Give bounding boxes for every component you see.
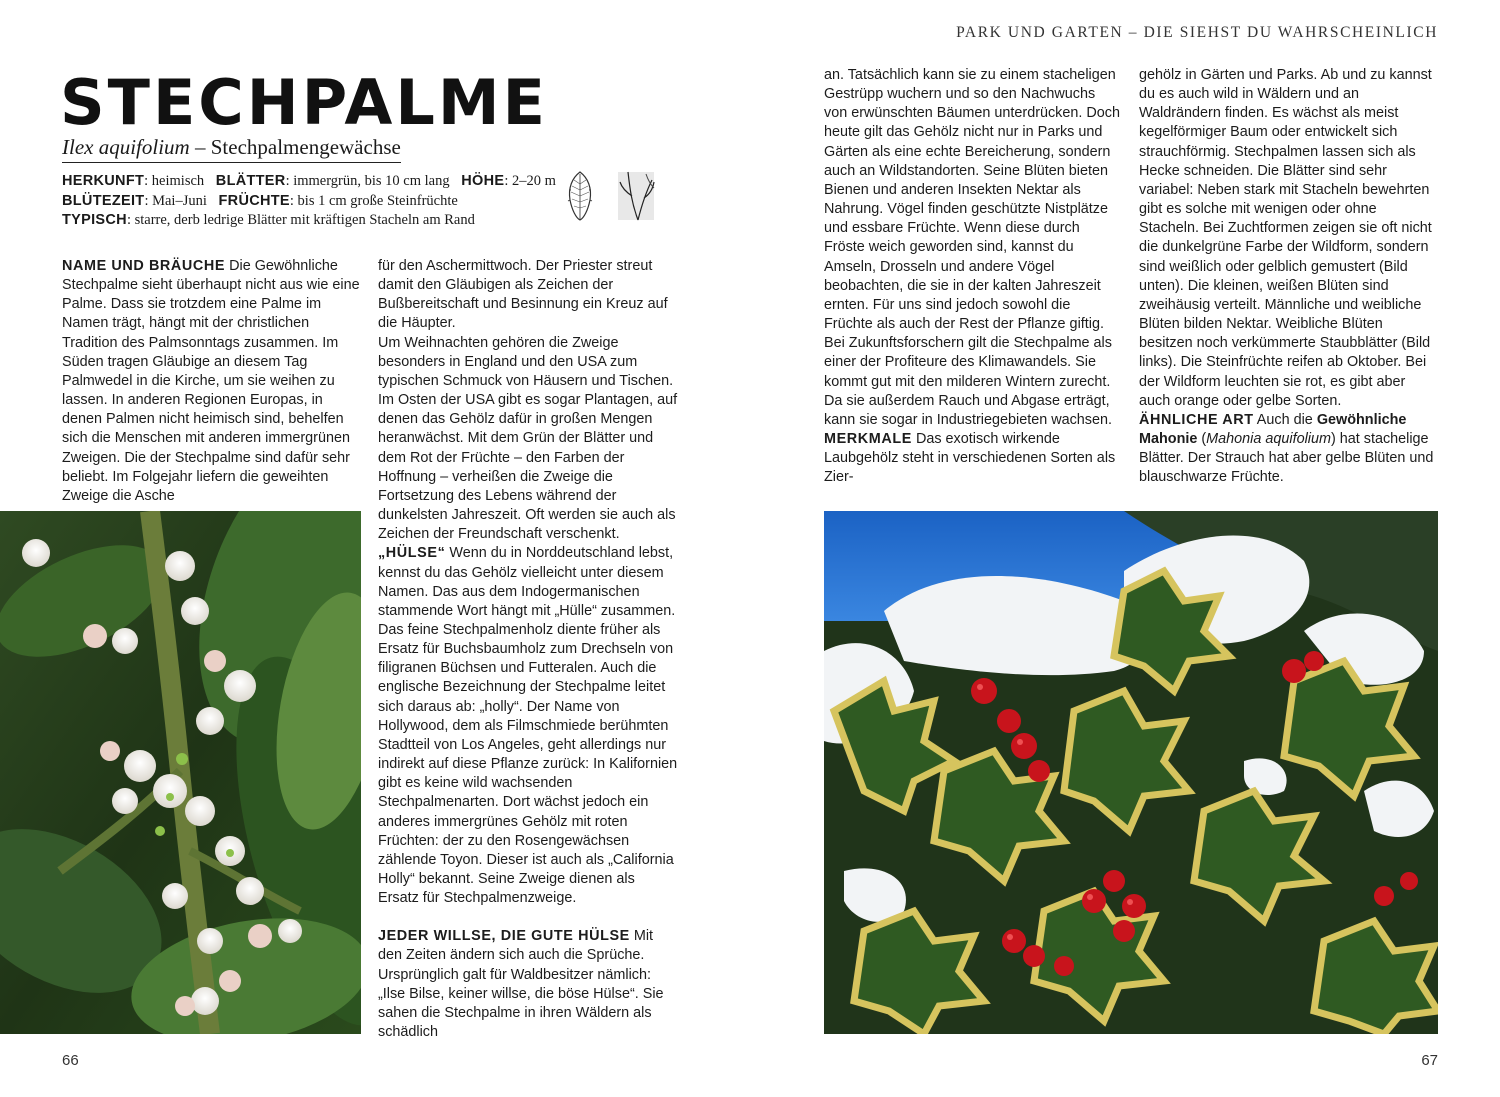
bluetezeit-label: BLÜTEZEIT	[62, 192, 145, 209]
page-title: STECHPALME	[60, 66, 548, 139]
paragraph-jeder-willse: JEDER WILLSE, DIE GUTE HÜLSE Mit den Zeiten ändern sich auch die Sprüche. Ursprünglich galt für Waldbesitzer nämlich: „Ilse Bilse, keiner willse, die böse Hülse“. Sie sahen die Stechpalme in ihren Wäldern als schädlich	[378, 928, 664, 1041]
page-number-left: 66	[62, 1052, 79, 1069]
paragraph-zierhoelz: gehölz in Gärten und Parks. Ab und zu kannst du es auch wild in Wäldern und an Waldrändern finden. Es wächst als meist kegelförmiger Baum oder entwickelt sich strauchförmig. Stechpalmen lassen sich als Hecke schneiden. Die Blätter sind sehr variabel: Neben stark mit Stacheln bewehrten gibt es solche mit wenigen oder ohne Stacheln. Bei Zuchtformen zeigen sie oft nicht die dunkelgrüne Farbe der Wildform, sondern sind weißlich oder gelblich gemustert (Bild unten). Die kleinen, weißen Blüten sind zweihäusig verteilt. Männliche und weibliche Blüten bilden Nektar. Weibliche Blüten besitzen noch verkümmerte Staubblätter (Bild links). Die Steinfrüchte reifen ab Oktober. Bei der Wildform leuchten sie rot, es gibt aber auch orange oder gelbe Sorten.	[1139, 67, 1432, 409]
text-column-3	[824, 66, 1122, 487]
fact-box	[62, 172, 562, 231]
section-lead: MERKMALE	[824, 430, 912, 447]
fruechte-value: : bis 1 cm große Steinfrüchte	[289, 192, 458, 209]
latin-name: Ilex aquifolium	[62, 135, 190, 159]
section-lead: NAME UND BRÄUCHE	[62, 258, 226, 274]
paragraph-huelse: „HÜLSE“ Wenn du in Norddeutschland lebst, kennst du das Gehölz vielleicht unter diesem Namen. Das aus dem Indogermanischen stammende Wort hängt mit „Hülle“ zusammen. Das feine Stechpalmenholz diente früher als Ersatz für Buchsbaumholz zum Drechseln von filigranen Büchsen und Futteralen. Auch die englische Bezeichnung der Stechpalme leitet sich daraus ab: „holly“. Der Name von Hollywood, dem als Filmschmiede berühmten Stadtteil von Los Angeles, geht allerdings nur indirekt auf diese Pflanze zurück: In Kalifornien gibt es keine wild wachsenden Stechpalmenarten. Dort wächst jedoch ein anderes immergrünes Gehölz mit roten Früchten: der zu den Rosengewächsen zählende Toyon. Dieser ist auch als „California Holly“ bekannt. Seine Zweige dienen als Ersatz für Stechpalmenzweige.	[378, 545, 678, 907]
fact-row-3	[62, 211, 562, 231]
mahonie-name: Gewöhnliche Mahonie	[1139, 411, 1407, 447]
text-column-1	[62, 257, 360, 506]
hoehe-value: : 2–20 m	[504, 173, 556, 189]
herkunft-label: HERKUNFT	[62, 173, 145, 189]
fact-row-2	[62, 192, 562, 212]
typisch-label: TYPISCH	[62, 212, 127, 228]
hoehe-label: HÖHE	[461, 173, 505, 189]
subtitle	[62, 134, 401, 163]
running-head: PARK UND GARTEN – DIE SIEHST DU WAHRSCHEINLICH	[956, 24, 1438, 41]
paragraph-aehnliche-art: ÄHNLICHE ART Auch die Gewöhnliche Mahonie (Mahonia aquifolium) hat stachelige Blätter. Der Strauch hat aber gelbe Blüten und blauschwarze Früchte.	[1139, 411, 1434, 486]
blaetter-value: : immergrün, bis 10 cm lang	[285, 173, 450, 189]
fruechte-label: FRÜCHTE	[218, 192, 290, 209]
text-column-2	[378, 257, 678, 1042]
family-name: – Stechpalmengewächse	[189, 135, 401, 159]
section-lead: ÄHNLICHE ART	[1139, 411, 1254, 428]
page-number-right: 67	[1421, 1052, 1438, 1069]
blaetter-label: BLÄTTER	[215, 173, 286, 189]
section-lead: JEDER WILLSE, DIE GUTE HÜLSE	[378, 928, 630, 945]
paragraph-asche: für den Aschermittwoch. Der Priester streut damit den Gläubigen als Zeichen der Bußbereitschaft und Besinnung ein Kreuz auf die Häupter.	[378, 258, 668, 332]
section-lead: „HÜLSE“	[378, 545, 446, 562]
paragraph-weihnachten: Um Weihnachten gehören die Zweige besonders in England und den USA zum typischen Schmuck von Häusern und Tischen. Im Osten der USA gibt es sogar Plantagen, auf denen das Gehölz dafür in großen Mengen heranwächst. Mit dem Grün der Blätter und dem Rot der Früchte – den Farben der Hoffnung – verheißen die Zweige die Fortsetzung des Lebens während der dunkelsten Jahreszeit. Oft werden sie auch als Zeichen der Freundschaft verschenkt.	[378, 334, 678, 543]
holly-berries-snow-photo	[824, 511, 1438, 1034]
fact-row-1	[62, 172, 562, 192]
typisch-value: : starre, derb ledrige Blätter mit kräftigen Stacheln am Rand	[126, 212, 475, 228]
paragraph-merkmale: MERKMALE Das exotisch wirkende Laubgehölz steht in verschiedenen Sorten als Zier-	[824, 430, 1116, 486]
paragraph-name-und-braeuche: NAME UND BRÄUCHE Die Gewöhnliche Stechpalme sieht überhaupt nicht aus wie eine Palme. Dass sie trotzdem eine Palme im Namen trägt, hängt mit der christlichen Tradition des Palmsonntags zusammen. Im Süden tragen Gläubige an diesem Tag Palmwedel in die Kirche, um sie weihen zu lassen. In anderen Regionen Europas, in denen Palmen nicht heimisch sind, behelfen sich die Menschen mit anderen immergrünen Zweigen. Die der Stechpalme sind dafür sehr beliebt. Im Folgejahr liefern die geweihten Zweige die Asche	[62, 258, 360, 504]
text-column-4	[1139, 66, 1437, 487]
herkunft-value: : heimisch	[144, 173, 205, 189]
holly-blossom-photo	[0, 511, 361, 1034]
bluetezeit-value: : Mai–Juni	[144, 192, 207, 209]
mahonie-latin: Mahonia aquifolium	[1206, 430, 1331, 447]
paragraph-gestruepp: an. Tatsächlich kann sie zu einem stacheligen Gestrüpp wuchern und so den Nachwuchs von erwünschten Bäumen unterdrücken. Doch heute gilt das Gehölz nicht nur in Parks und Gärten als eine echte Bereicherung, sondern auch an Wildstandorten. Seine Blüten bieten Bienen und anderen Insekten Nektar als Nahrung. Vögel finden geschützte Nistplätze und essbare Früchte. Wenn diese durch Fröste weich geworden sind, kannst du Amseln, Drosseln und andere Vögel beobachten, die sie in der kalten Jahreszeit ernten. Für uns sind jedoch sowohl die Früchte als auch der Rest der Pflanze giftig. Bei Zukunftsforschern gilt die Stechpalme als einer der Profiteure des Klimawandels. Sie kommt gut mit den milderen Wintern zurecht. Da sie außerdem Rauch und Abgase erträgt, kann sie sogar in Industriegebieten wachsen.	[824, 67, 1120, 428]
leaf-branch-icon	[558, 170, 658, 222]
